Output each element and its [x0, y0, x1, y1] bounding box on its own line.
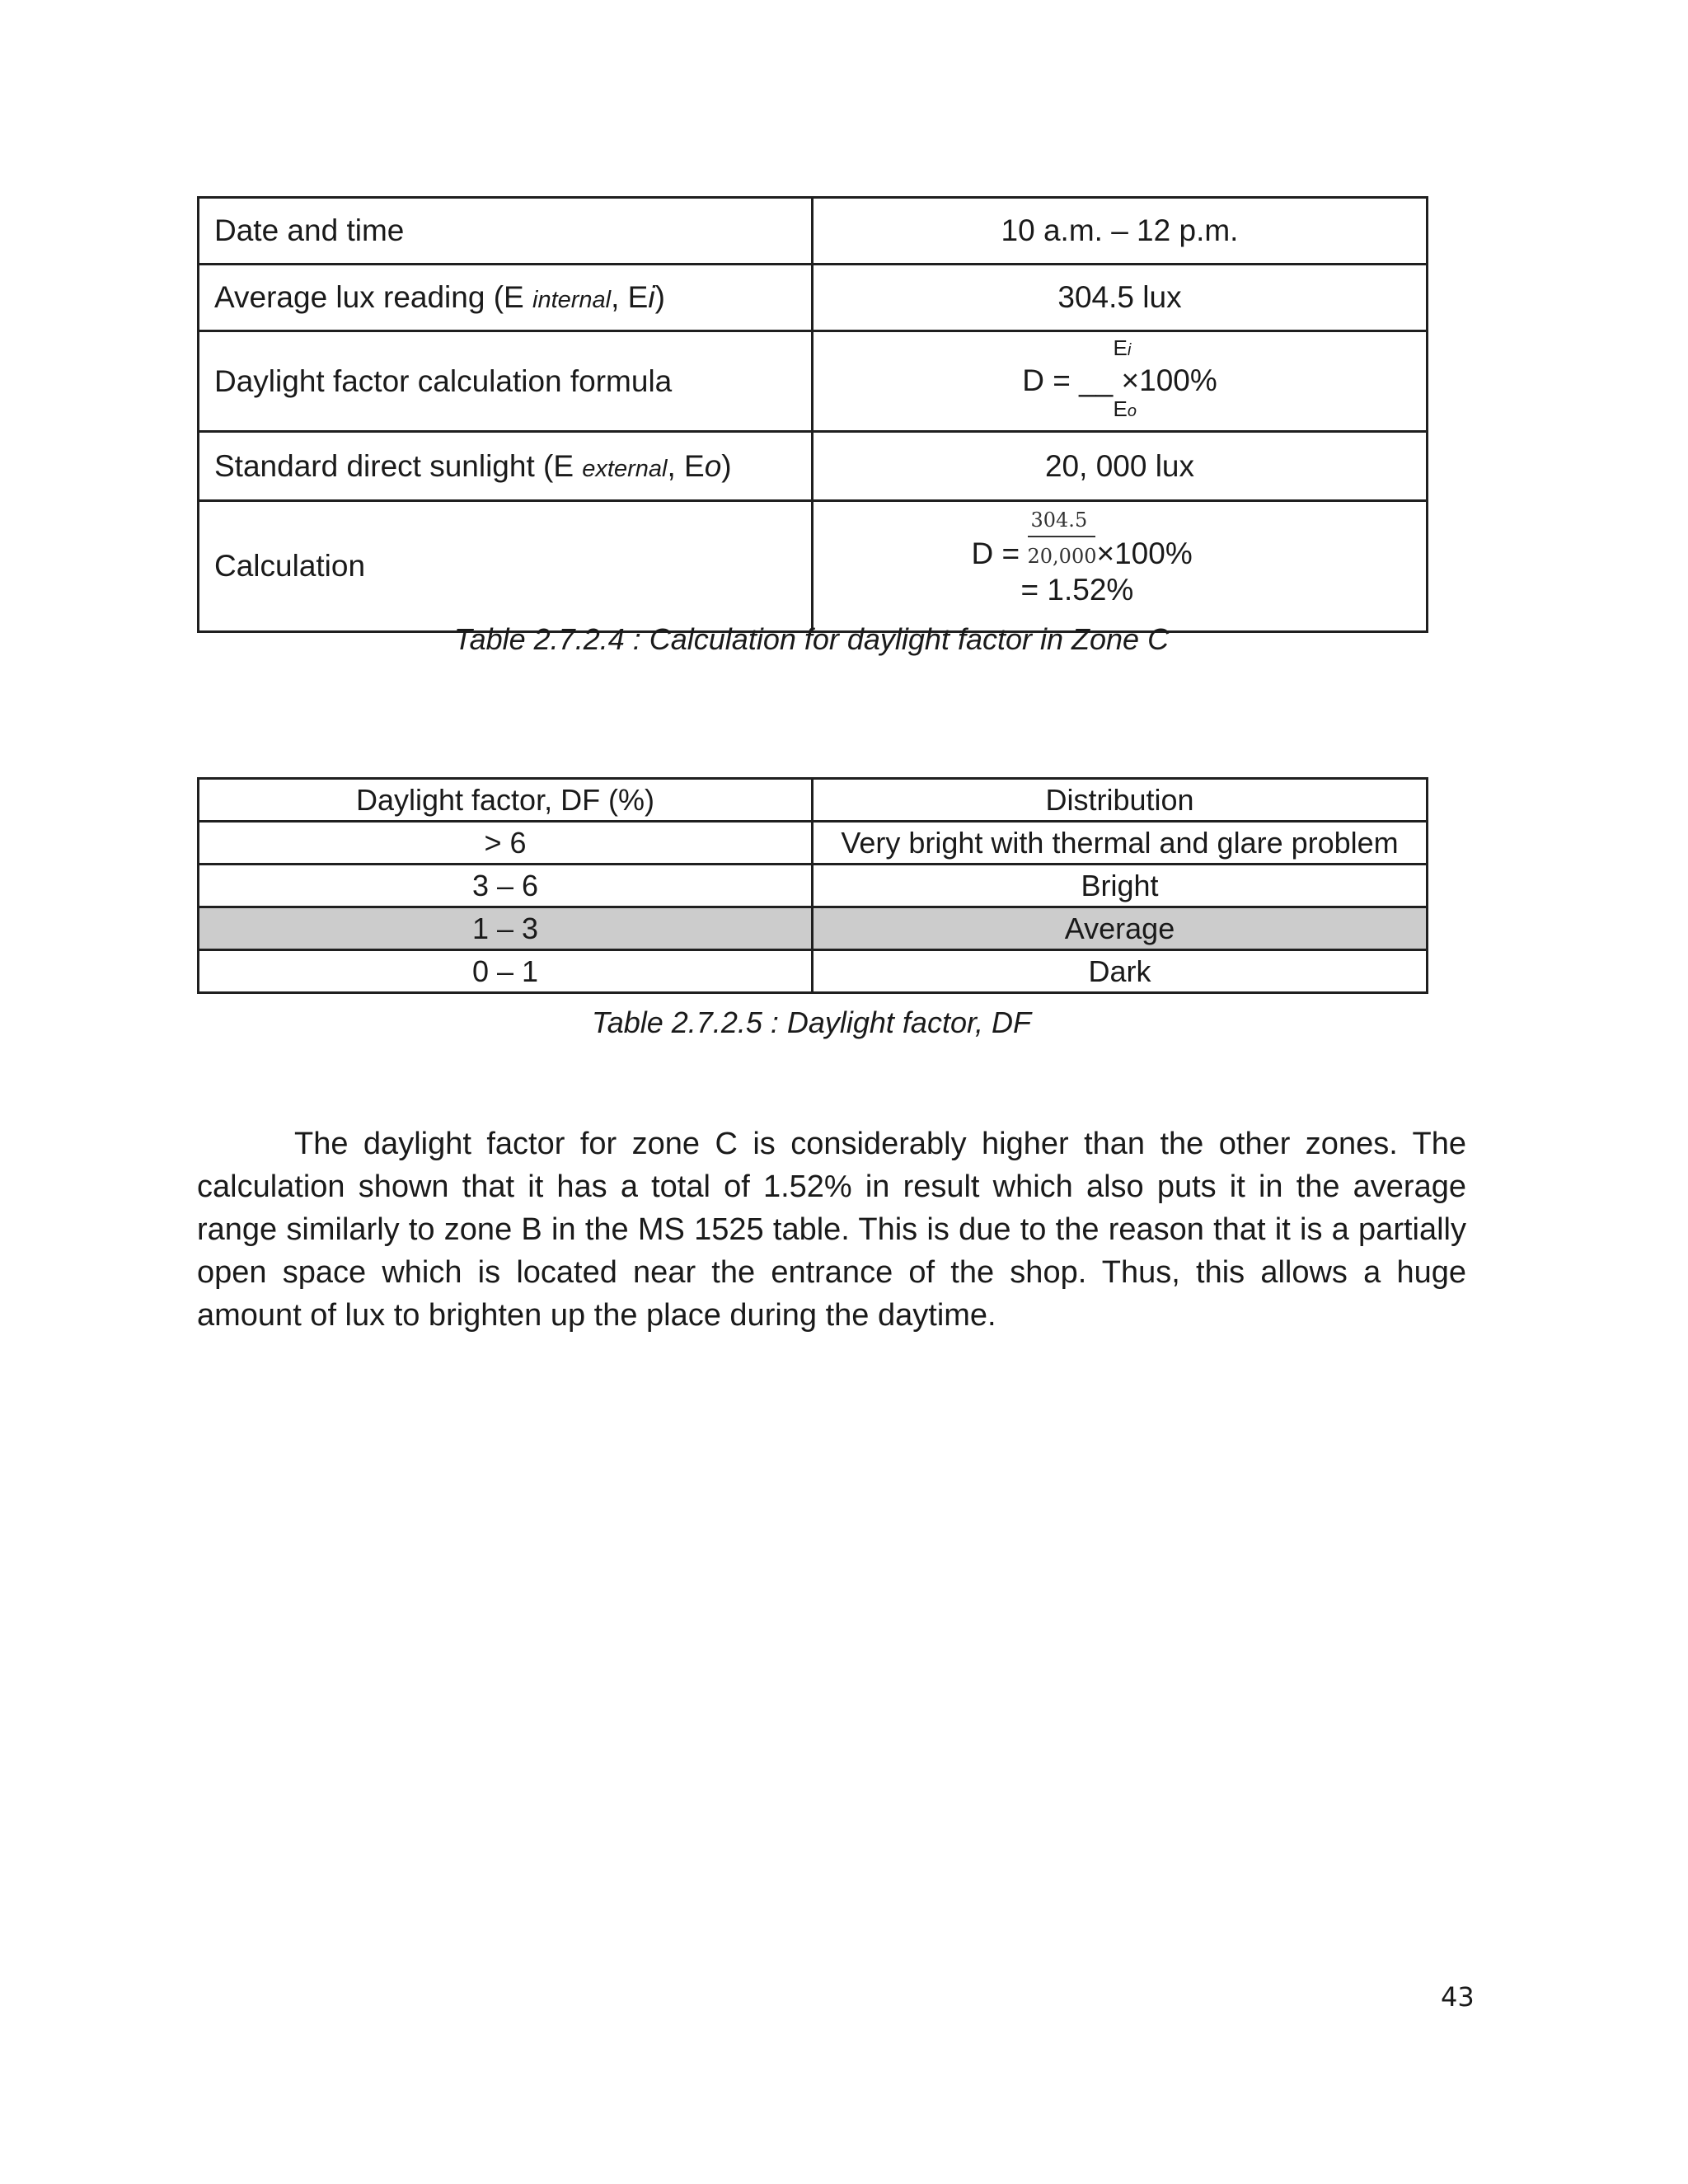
table-row-highlighted [199, 907, 1428, 950]
label-text: ) [721, 448, 732, 483]
formula-cell [813, 331, 1428, 432]
df-range-cell: 1 – 3 [199, 907, 813, 950]
table-row [199, 432, 1428, 501]
distribution-cell: Bright [813, 865, 1428, 907]
label-subscript: internal [532, 287, 612, 313]
formula-label: Daylight factor calculation formula [199, 331, 813, 432]
calc-numerator: 304.5 [1030, 508, 1088, 532]
table-caption: Table 2.7.2.5 : Daylight factor, DF [592, 1005, 1031, 1039]
standard-sunlight-label [199, 432, 813, 501]
daylight-factor-table [197, 777, 1428, 994]
label-text: ) [654, 280, 665, 314]
calc-d: D = [971, 536, 1020, 570]
formula-numerator-sub: i [1127, 341, 1132, 359]
formula-numerator-text: E [1113, 335, 1128, 360]
calc-result: = 1.52% [1020, 572, 1134, 607]
average-lux-value: 304.5 lux [813, 265, 1428, 331]
distribution-cell: Dark [813, 950, 1428, 993]
table-row [199, 950, 1428, 993]
formula-denominator-text: E [1113, 396, 1128, 421]
average-lux-label [199, 265, 813, 331]
table-row [199, 501, 1428, 632]
formula-numerator [1114, 335, 1132, 361]
formula-denominator-sub: o [1127, 402, 1137, 420]
formula-denominator [1114, 396, 1137, 422]
label-subscript: external [582, 455, 668, 482]
calculation-label: Calculation [199, 501, 813, 632]
df-range-cell: 3 – 6 [199, 865, 813, 907]
date-time-value: 10 a.m. – 12 p.m. [813, 198, 1428, 265]
table-row [199, 265, 1428, 331]
page-number: 43 [1441, 1981, 1475, 2013]
column-header: Distribution [813, 779, 1428, 822]
label-text: Standard direct sunlight (E [214, 448, 583, 483]
df-range-cell: 0 – 1 [199, 950, 813, 993]
label-text: , E [667, 448, 705, 483]
calc-denominator: 20,000 [1027, 544, 1097, 568]
table-row [199, 822, 1428, 865]
calc-multiplier: ×100% [1096, 536, 1193, 570]
label-text: , E [611, 280, 649, 314]
label-text: Average lux reading (E [214, 280, 532, 314]
distribution-cell: Very bright with thermal and glare problem [813, 822, 1428, 865]
distribution-cell: Average [813, 907, 1428, 950]
table-row [199, 865, 1428, 907]
fraction-bar [1028, 536, 1095, 537]
table-row [199, 331, 1428, 432]
paragraph-text: The daylight factor for zone C is considerably higher than the other zones. The calculation shown that it has a total of 1.52% in result which also puts it in the average range similarly to zone B in the MS 1525 table. This is due to the reason that it is a partially open space which is located near the entrance of the shop. Thus, this allows a huge amount of lux to brighten up the place during the daytime. [197, 1127, 1466, 1333]
standard-sunlight-value: 20, 000 lux [813, 432, 1428, 501]
label-subscript: i [648, 280, 655, 314]
body-paragraph [197, 1122, 1466, 1337]
column-header: Daylight factor, DF (%) [199, 779, 813, 822]
table-header-row [199, 779, 1428, 822]
daylight-calculation-table [197, 196, 1428, 633]
df-range-cell: > 6 [199, 822, 813, 865]
calculation-cell [813, 501, 1428, 632]
calculation-formula [972, 505, 1268, 621]
table-caption: Table 2.7.2.4 : Calculation for daylight factor in Zone C [453, 622, 1170, 656]
date-time-label: Date and time [199, 198, 813, 265]
daylight-formula [972, 332, 1268, 423]
table-row [199, 198, 1428, 265]
label-subscript: o [704, 448, 722, 483]
formula-main: D = __ ×100% [1022, 363, 1217, 397]
